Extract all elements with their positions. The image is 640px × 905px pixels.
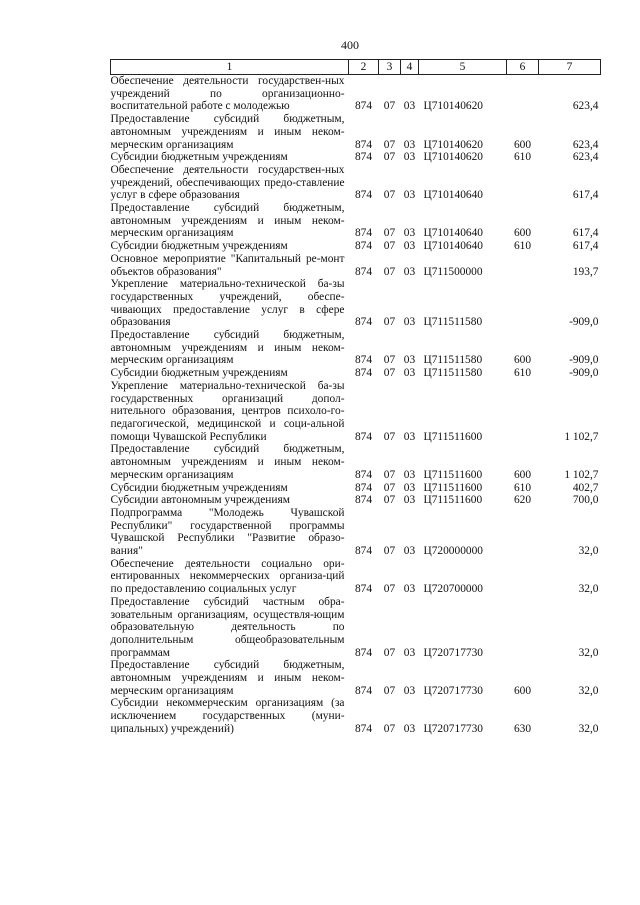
row-amount: 32,0 — [578, 722, 599, 735]
row-ministry-code: 874 — [354, 265, 373, 278]
row-target-article: Ц720700000 — [423, 583, 483, 596]
row-amount: 32,0 — [578, 583, 599, 596]
row-name: Предоставление субсидий бюджетным, автономным учреждениям и иным неком-мерческим организациям — [110, 329, 345, 367]
row-amount: 623,4 — [572, 138, 599, 151]
row-section: 07 — [383, 151, 396, 164]
row-subsection: 03 — [403, 468, 416, 481]
row-amount: 617,4 — [572, 189, 599, 202]
row-section: 07 — [383, 100, 396, 113]
row-ministry-code: 874 — [354, 468, 373, 481]
row-amount: 623,4 — [572, 151, 599, 164]
header-cell: 3 — [379, 60, 401, 75]
row-subsection: 03 — [403, 494, 416, 507]
row-subsection: 03 — [403, 100, 416, 113]
row-target-article: Ц711511600 — [423, 430, 483, 443]
row-section: 07 — [383, 316, 396, 329]
row-amount: 32,0 — [578, 684, 599, 697]
table-row — [111, 380, 601, 444]
row-target-article: Ц710140640 — [423, 227, 483, 240]
row-amount: 32,0 — [578, 646, 599, 659]
row-section: 07 — [383, 684, 396, 697]
row-target-article: Ц720000000 — [423, 545, 483, 558]
row-ministry-code: 874 — [354, 227, 373, 240]
row-subsection: 03 — [403, 316, 416, 329]
row-target-article: Ц710140620 — [423, 100, 483, 113]
row-target-article: Ц710140620 — [423, 151, 483, 164]
header-cell: 7 — [539, 60, 601, 75]
table-row — [111, 164, 601, 202]
row-ministry-code: 874 — [354, 354, 373, 367]
row-expense-type: 600 — [513, 684, 532, 697]
row-target-article: Ц710140620 — [423, 138, 483, 151]
table-row — [111, 659, 601, 697]
row-amount: 32,0 — [578, 545, 599, 558]
row-section: 07 — [383, 494, 396, 507]
row-amount: 1 102,7 — [564, 468, 599, 481]
row-expense-type: 610 — [513, 240, 532, 253]
row-ministry-code: 874 — [354, 646, 373, 659]
table-row — [111, 596, 601, 660]
row-expense-type — [507, 75, 539, 114]
row-target-article: Ц710140640 — [423, 189, 483, 202]
row-target-article: Ц720717730 — [423, 684, 483, 697]
row-subsection: 03 — [403, 481, 416, 494]
row-name: Субсидии бюджетным учреждениям — [110, 367, 288, 380]
row-expense-type: 620 — [513, 494, 532, 507]
row-subsection: 03 — [403, 583, 416, 596]
row-target-article: Ц711511580 — [423, 316, 483, 329]
table-row — [111, 329, 601, 367]
table-row — [111, 494, 601, 507]
row-section: 07 — [383, 354, 396, 367]
row-section: 07 — [383, 265, 396, 278]
row-target-article: Ц711511600 — [423, 494, 483, 507]
row-target-article: Ц720717730 — [423, 722, 483, 735]
table-row — [111, 507, 601, 558]
row-section: 07 — [383, 227, 396, 240]
row-section: 07 — [383, 138, 396, 151]
row-name: Предоставление субсидий частным обра-зовательным организациям, осуществля-ющим образовательную деятельность по дополнительным общеобразовательным программам — [110, 595, 345, 659]
table-row — [111, 558, 601, 596]
row-ministry-code: 874 — [354, 240, 373, 253]
table-row — [111, 75, 601, 114]
row-target-article: Ц710140640 — [423, 240, 483, 253]
row-section: 07 — [383, 430, 396, 443]
table-row — [111, 202, 601, 240]
row-expense-type: 600 — [513, 138, 532, 151]
row-amount: -909,0 — [569, 316, 599, 329]
row-ministry-code: 874 — [354, 494, 373, 507]
row-expense-type — [507, 278, 539, 329]
row-section: 07 — [383, 646, 396, 659]
row-name: Укрепление материально-технической ба-зы государственных организаций допол-нительного образования, центров психоло-го-педагогической, медицинской и соци-альной помощи Чувашской Республики — [110, 379, 345, 443]
row-name: Подпрограмма "Молодежь Чувашской Республики" государственной программы Чувашской Республики "Развитие образо-вания" — [110, 506, 345, 558]
row-expense-type — [507, 507, 539, 558]
row-expense-type: 630 — [513, 722, 532, 735]
row-expense-type — [507, 558, 539, 596]
row-ministry-code: 874 — [354, 100, 373, 113]
row-amount: 193,7 — [572, 265, 599, 278]
row-name: Основное мероприятие "Капитальный ре-монт объектов образования" — [110, 252, 345, 278]
row-expense-type: 600 — [513, 354, 532, 367]
row-subsection: 03 — [403, 189, 416, 202]
budget-table — [110, 59, 601, 736]
header-cell: 4 — [401, 60, 419, 75]
row-subsection: 03 — [403, 430, 416, 443]
row-name: Субсидии автономным учреждениям — [110, 494, 290, 507]
row-section: 07 — [383, 583, 396, 596]
row-section: 07 — [383, 481, 396, 494]
row-amount: 623,4 — [572, 100, 599, 113]
row-name: Субсидии бюджетным учреждениям — [110, 151, 288, 164]
row-ministry-code: 874 — [354, 583, 373, 596]
row-name: Обеспечение деятельности государствен-ных учреждений, обеспечивающих предо-ставление услуг в сфере образования — [110, 163, 345, 202]
row-target-article: Ц711511600 — [423, 481, 483, 494]
row-ministry-code: 874 — [354, 367, 373, 380]
row-target-article: Ц711511580 — [423, 354, 483, 367]
row-expense-type: 600 — [513, 227, 532, 240]
row-section: 07 — [383, 367, 396, 380]
row-amount: 700,0 — [572, 494, 599, 507]
row-subsection: 03 — [403, 227, 416, 240]
row-name: Субсидии бюджетным учреждениям — [110, 240, 288, 253]
table-row — [111, 253, 601, 278]
row-name: Предоставление субсидий бюджетным, автономным учреждениям и иным неком-мерческим организациям — [110, 443, 345, 481]
table-row — [111, 113, 601, 151]
row-section: 07 — [383, 189, 396, 202]
row-ministry-code: 874 — [354, 545, 373, 558]
row-name: Предоставление субсидий бюджетным, автономным учреждениям и иным неком-мерческим организациям — [110, 202, 345, 240]
row-section: 07 — [383, 722, 396, 735]
row-target-article: Ц711511580 — [423, 367, 483, 380]
row-target-article: Ц720717730 — [423, 646, 483, 659]
row-ministry-code: 874 — [354, 138, 373, 151]
table-row — [111, 367, 601, 380]
table-row — [111, 278, 601, 329]
row-ministry-code: 874 — [354, 430, 373, 443]
row-ministry-code: 874 — [354, 481, 373, 494]
row-name: Субсидии бюджетным учреждениям — [110, 481, 288, 494]
table-row — [111, 240, 601, 253]
table-header-row — [111, 60, 601, 75]
row-name: Обеспечение деятельности государствен-ных учреждений по организационно-воспитательной работе с молодежью — [110, 75, 345, 113]
row-name: Предоставление субсидий бюджетным, автономным учреждениям и иным неком-мерческим организациям — [110, 659, 345, 697]
page-number: 400 — [341, 38, 359, 52]
row-subsection: 03 — [403, 367, 416, 380]
row-name: Обеспечение деятельности социально ори-ентированных некоммерческих организа-ций по предоставлению социальных услуг — [110, 557, 345, 596]
row-section: 07 — [383, 545, 396, 558]
row-amount: 617,4 — [572, 227, 599, 240]
row-ministry-code: 874 — [354, 316, 373, 329]
row-ministry-code: 874 — [354, 684, 373, 697]
row-name: Субсидии некоммерческим организациям (за исключением государственных (муни-ципальных) учреждений) — [110, 697, 345, 735]
row-amount: 402,7 — [572, 481, 599, 494]
header-cell: 5 — [419, 60, 507, 75]
row-expense-type — [507, 380, 539, 444]
row-expense-type — [507, 253, 539, 278]
row-expense-type: 610 — [513, 481, 532, 494]
row-ministry-code: 874 — [354, 151, 373, 164]
row-ministry-code: 874 — [354, 189, 373, 202]
row-section: 07 — [383, 468, 396, 481]
row-expense-type: 610 — [513, 151, 532, 164]
row-name: Укрепление материально-технической ба-зы государственных учреждений, обеспе-чивающих предоставление услуг в сфере образования — [110, 278, 345, 329]
row-subsection: 03 — [403, 646, 416, 659]
row-subsection: 03 — [403, 722, 416, 735]
row-subsection: 03 — [403, 684, 416, 697]
row-amount: 617,4 — [572, 240, 599, 253]
row-name: Предоставление субсидий бюджетным, автономным учреждениям и иным неком-мерческим организациям — [110, 113, 345, 151]
row-target-article: Ц711500000 — [423, 265, 483, 278]
row-subsection: 03 — [403, 354, 416, 367]
row-subsection: 03 — [403, 151, 416, 164]
table-row — [111, 482, 601, 495]
row-amount: 1 102,7 — [564, 430, 599, 443]
row-expense-type: 600 — [513, 468, 532, 481]
table-row — [111, 697, 601, 735]
row-subsection: 03 — [403, 265, 416, 278]
row-section: 07 — [383, 240, 396, 253]
header-cell: 6 — [507, 60, 539, 75]
row-subsection: 03 — [403, 545, 416, 558]
row-amount: -909,0 — [569, 367, 599, 380]
row-amount: -909,0 — [569, 354, 599, 367]
row-expense-type — [507, 596, 539, 660]
header-cell: 2 — [349, 60, 379, 75]
row-target-article: Ц711511600 — [423, 468, 483, 481]
row-expense-type: 610 — [513, 367, 532, 380]
row-ministry-code: 874 — [354, 722, 373, 735]
row-expense-type — [507, 164, 539, 202]
row-subsection: 03 — [403, 138, 416, 151]
table-row — [111, 151, 601, 164]
row-subsection: 03 — [403, 240, 416, 253]
header-cell: 1 — [111, 60, 349, 75]
table-row — [111, 443, 601, 481]
